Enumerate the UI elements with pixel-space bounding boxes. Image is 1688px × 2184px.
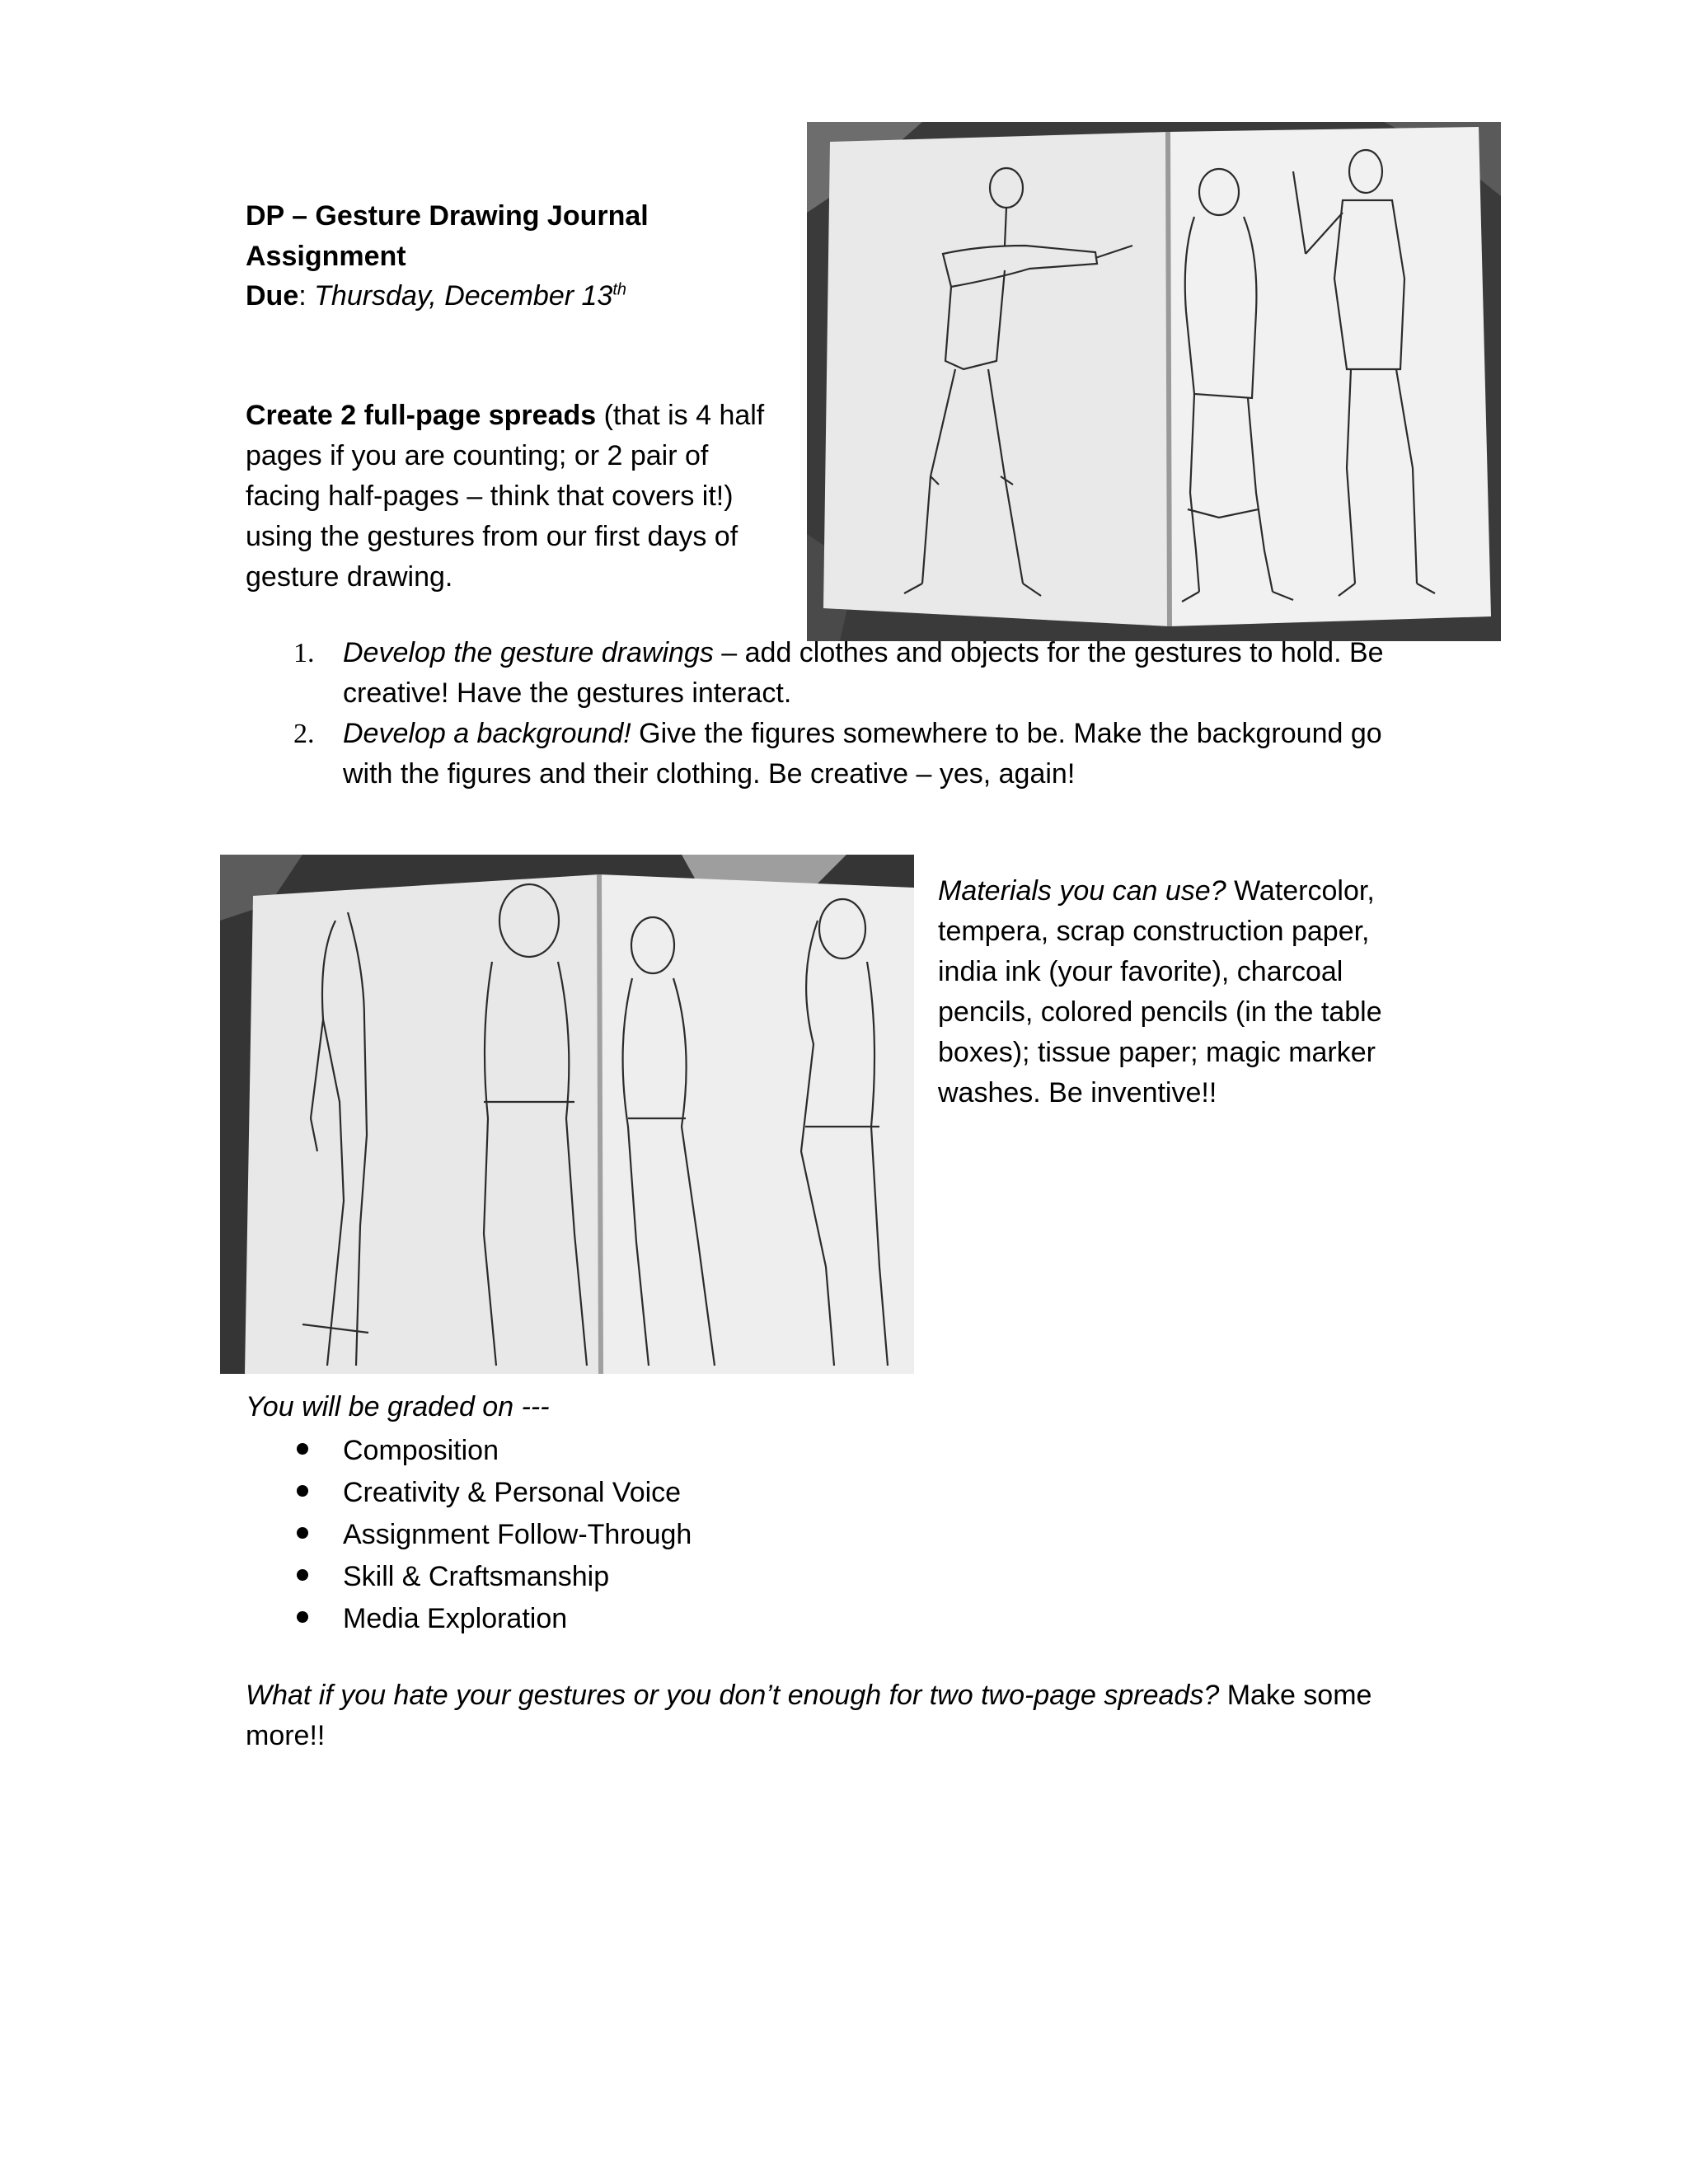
title-line-1: DP – Gesture Drawing Journal	[246, 200, 649, 232]
step-2-title: Develop a background!	[343, 718, 631, 749]
criterion-label: Composition	[343, 1435, 499, 1466]
materials-paragraph	[938, 871, 1432, 1113]
criterion-item	[279, 1514, 692, 1556]
title-line-2: Assignment	[246, 241, 406, 272]
due-label: Due	[246, 280, 299, 312]
bullet-icon	[297, 1611, 308, 1623]
document-title	[246, 196, 773, 277]
criterion-item	[279, 1556, 692, 1598]
bullet-icon	[297, 1485, 308, 1497]
step-2	[279, 714, 1432, 794]
closing-question: What if you hate your gestures or you don’t enough for two two-page spreads?	[246, 1680, 1220, 1711]
criterion-label: Assignment Follow-Through	[343, 1519, 692, 1550]
sketchbook-photo-2-illustration	[220, 855, 914, 1374]
bullet-icon	[297, 1527, 308, 1539]
bullet-icon	[297, 1443, 308, 1455]
criterion-label: Creativity & Personal Voice	[343, 1477, 682, 1508]
step-1	[279, 633, 1432, 714]
step-2-text: Give the figures somewhere to be. Make the background go with the figures and their clothing. Be creative – yes, again!	[343, 718, 1382, 790]
materials-question: Materials you can use?	[938, 875, 1226, 907]
grading-criteria-list	[279, 1430, 692, 1640]
bullet-icon	[297, 1569, 308, 1581]
closing-paragraph	[246, 1675, 1432, 1756]
criterion-item	[279, 1598, 692, 1640]
sketchbook-photo-1-illustration	[807, 122, 1501, 641]
sketchbook-photo-2	[220, 855, 914, 1374]
closing-answer: Make some more!!	[246, 1680, 1372, 1751]
criterion-item	[279, 1472, 692, 1514]
step-1-number: 1.	[293, 638, 315, 668]
sketchbook-photo-1	[807, 122, 1501, 641]
intro-rest: (that is 4 half pages if you are counting; or 2 pair of facing half-pages – think that covers it!) using the gestures from our first days of gesture drawing.	[246, 400, 765, 593]
step-2-number: 2.	[293, 719, 315, 749]
step-1-title: Develop the gesture drawings	[343, 637, 714, 668]
criterion-label: Media Exploration	[343, 1603, 568, 1634]
intro-bold: Create 2 full-page spreads	[246, 400, 597, 431]
criterion-item	[279, 1430, 692, 1472]
grading-heading: You will be graded on ---	[246, 1391, 550, 1422]
due-date-suffix: th	[612, 280, 627, 299]
steps-list	[279, 633, 1432, 794]
intro-paragraph	[246, 396, 790, 598]
due-date-line	[246, 276, 773, 316]
step-1-text: – add clothes and objects for the gestures to hold. Be creative! Have the gestures interact.	[343, 637, 1384, 709]
due-colon: :	[298, 280, 315, 312]
due-date: Thursday, December 13	[314, 280, 613, 312]
criterion-label: Skill & Craftsmanship	[343, 1561, 610, 1592]
materials-answer: Watercolor, tempera, scrap construction paper, india ink (your favorite), charcoal pencils, colored pencils (in the table boxes); tissue paper; magic marker washes. Be inventive!!	[938, 875, 1382, 1108]
